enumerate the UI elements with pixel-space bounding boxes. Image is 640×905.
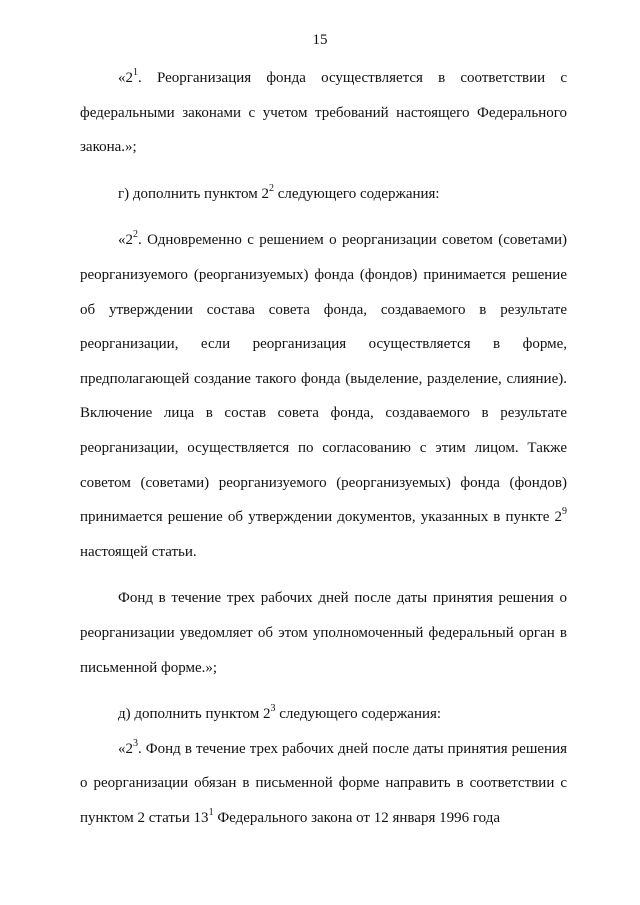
text-run: следующего содержания: — [275, 706, 442, 723]
superscript: 1 — [133, 67, 138, 78]
paragraph-2-3 — [80, 732, 567, 836]
text-run: настоящей статьи. — [80, 543, 197, 560]
text-run: Федерального закона от 12 января 1996 года — [213, 809, 500, 826]
text-run: «2 — [118, 232, 133, 249]
paragraph-2-1 — [80, 61, 567, 165]
text-run: Фонд в течение трех рабочих дней после даты принятия решения о реорганизации уведомляет об этом уполномоченный федеральный орган в письменной форме.»; — [80, 590, 567, 676]
paragraph-g — [80, 177, 567, 212]
superscript: 3 — [270, 703, 276, 715]
text-run: «2 — [118, 740, 133, 757]
superscript: 3 — [133, 737, 138, 749]
document-body — [80, 61, 567, 835]
text-run: «2 — [118, 70, 133, 86]
superscript: 1 — [208, 806, 214, 818]
paragraph-2-2 — [80, 223, 567, 569]
superscript: 2 — [269, 182, 275, 194]
text-run: . Одновременно с решением о реорганизации советом (советами) реорганизуемого (реорганизуемых) фонда (фондов) принимается решение об утверждении состава совета фонда, создаваемого в результате реорганизации, если реорганизация осуществляется в форме, предполагающей создание такого фонда (выделение, разделение, слияние). Включение лица в состав совета фонда, создаваемого в результате реорганизации, осуществляется по согласованию с этим лицом. Также советом (советами) реорганизуемого (реорганизуемых) фонда (фондов) принимается решение об утверждении документов, указанных в пункте 2 — [80, 232, 567, 526]
superscript: 9 — [562, 506, 567, 518]
page-number: 15 — [312, 32, 328, 48]
text-run: г) дополнить пунктом 2 — [118, 185, 270, 202]
text-run: . Фонд в течение трех рабочих дней после даты принятия решения о реорганизации обязан в письменной форме направить в соответствии с пунктом 2 статьи 13 — [80, 740, 567, 826]
paragraph-d — [80, 697, 567, 732]
paragraph-fund-notice — [80, 581, 567, 685]
superscript: 2 — [133, 229, 138, 241]
text-run: . Реорганизация фонда осуществляется в соответствии с федеральными законами с учетом требований настоящего Федерального закона.»; — [80, 70, 567, 156]
text-run: д) дополнить пунктом 2 — [118, 706, 271, 723]
text-run: следующего содержания: — [274, 185, 440, 202]
